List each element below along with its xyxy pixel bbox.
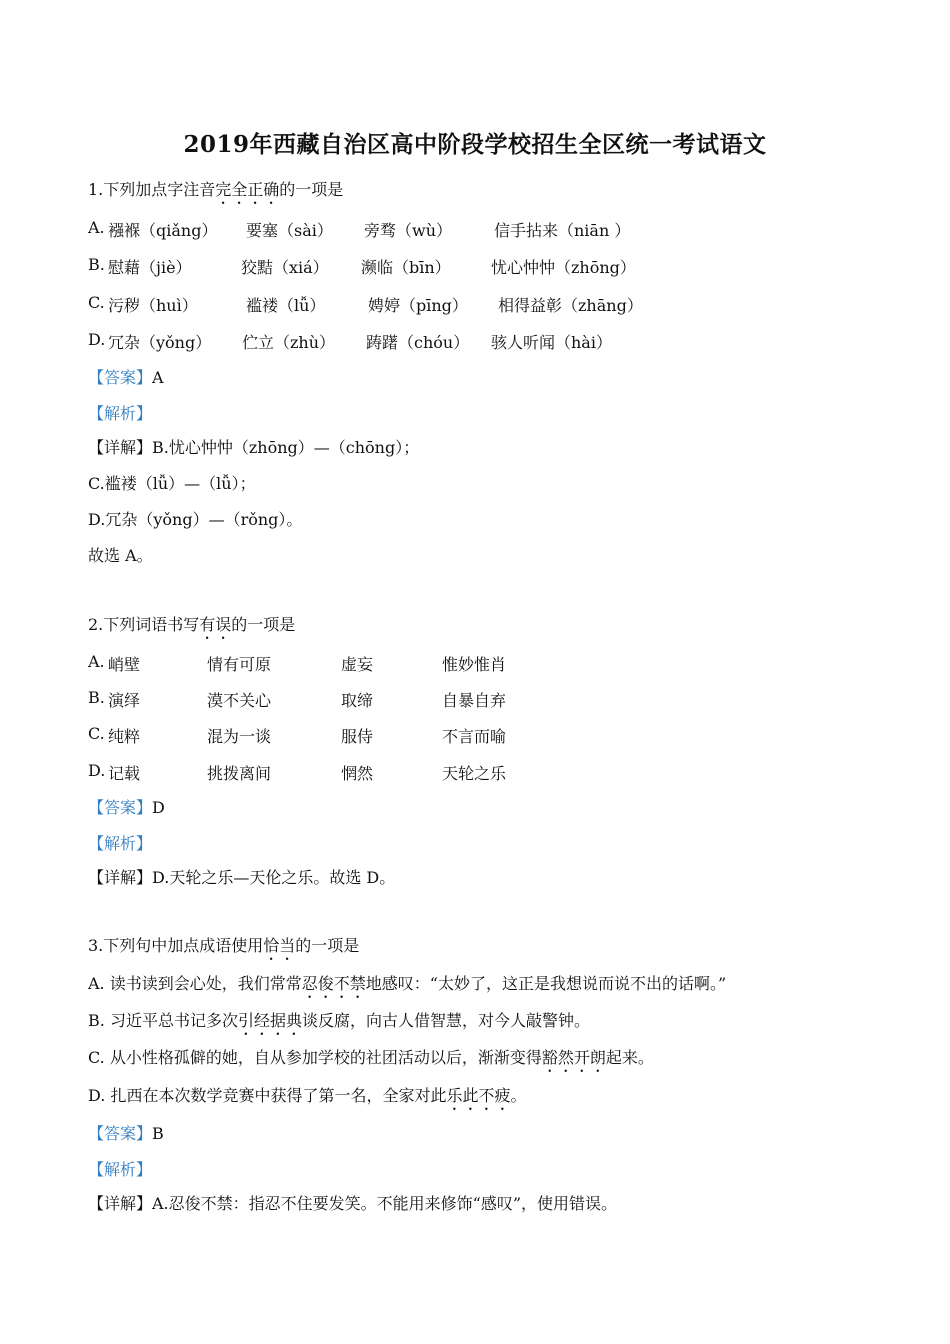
text-segment: 挑拨离间: [207, 764, 272, 783]
text-segment: 3.下列句中加点成语使用: [88, 936, 264, 955]
q2-detail: 【详解】D.天轮之乐—天伦之乐。故选 D。: [88, 868, 396, 887]
q3-stem: [88, 935, 359, 964]
q3-option-a: [88, 973, 726, 1002]
text-segment: 自暴自弃: [442, 691, 507, 710]
q3-option-d: [88, 1085, 526, 1114]
text-segment: A.: [88, 218, 105, 237]
text-segment: 伫立（zhù）: [242, 333, 336, 352]
q1-analysis-tag: 【解析】: [88, 404, 153, 423]
text-segment: 取缔: [341, 691, 374, 710]
q3-option-c: [88, 1047, 654, 1076]
idiom-emphasis: 引经据典: [237, 1011, 302, 1030]
q3-stem-emphasis: 恰当: [263, 936, 296, 955]
text-segment: 记载: [108, 764, 141, 783]
idiom-emphasis: 豁然开朗: [541, 1048, 606, 1067]
text-segment: 地感叹：“太妙了，这正是我想说而说不出的话啊。”: [365, 974, 727, 993]
text-segment: A: [152, 368, 164, 387]
text-segment: D.: [88, 761, 106, 780]
text-segment: 旁骛（wù）: [364, 221, 453, 240]
q3-option-b: [88, 1010, 590, 1039]
text-segment: C.: [88, 293, 105, 312]
q2-stem-emphasis: 有误: [199, 615, 232, 634]
text-segment: 惟妙惟肖: [442, 655, 507, 674]
text-segment: 娉婷（pīng）: [368, 296, 468, 315]
text-segment: 读书读到会心处，我们常常: [109, 974, 302, 993]
text-segment: A.: [88, 652, 105, 671]
text-segment: 。: [510, 1086, 527, 1105]
text-segment: A.: [88, 974, 105, 993]
text-segment: 服侍: [341, 727, 374, 746]
q3-answer: [88, 1123, 164, 1145]
text-segment: 的一项是: [279, 180, 344, 199]
text-segment: D.: [88, 330, 106, 349]
answer-tag: 【答案】: [88, 1124, 153, 1143]
text-segment: B.: [88, 1011, 105, 1030]
q1-detail-3: D.冗杂（yǒng）—（rǒng）。: [88, 510, 303, 529]
q3-detail: 【详解】A.忍俊不禁：指忍不住要发笑。不能用来修饰“感叹”，使用错误。: [88, 1194, 618, 1213]
text-segment: 信手拈来（niān ）: [494, 221, 631, 240]
text-segment: B.: [88, 255, 105, 274]
page-title: 2019年西藏自治区高中阶段学校招生全区统一考试语文: [183, 131, 767, 158]
text-segment: D: [152, 798, 165, 817]
text-segment: 冗杂（yǒng）: [108, 333, 212, 352]
q1-answer: [88, 367, 164, 389]
text-segment: 忧心忡忡（zhōng）: [491, 258, 636, 277]
idiom-emphasis: 乐此不疲: [446, 1086, 511, 1105]
text-segment: 狡黠（xiá）: [241, 258, 329, 277]
text-segment: 起来。: [605, 1048, 654, 1067]
text-segment: 的一项是: [231, 615, 296, 634]
text-segment: 惘然: [341, 764, 374, 783]
text-segment: D.: [88, 1086, 106, 1105]
text-segment: 1.下列加点字注音: [88, 180, 216, 199]
text-segment: 褴褛（lǚ）: [246, 296, 326, 315]
q2-answer: [88, 797, 165, 819]
q1-detail-1: 【详解】B.忧心忡忡（zhōng）—（chōng）；: [88, 438, 420, 457]
text-segment: C.: [88, 724, 105, 743]
text-segment: 扎西在本次数学竞赛中获得了第一名，全家对此: [110, 1086, 447, 1105]
q1-detail-2: C.褴褛（lǚ）—（lǚ）；: [88, 474, 256, 493]
q1-stem: [88, 179, 343, 208]
text-segment: 2.下列词语书写: [88, 615, 200, 634]
text-segment: B: [152, 1124, 164, 1143]
text-segment: 混为一谈: [207, 727, 272, 746]
text-segment: C.: [88, 1048, 105, 1067]
text-segment: 襁褓（qiǎng）: [108, 221, 218, 240]
q1-detail-4: 故选 A。: [88, 546, 153, 565]
text-segment: 纯粹: [108, 727, 141, 746]
text-segment: 情有可原: [207, 655, 272, 674]
text-segment: 习近平总书记多次: [109, 1011, 238, 1030]
text-segment: 谈反腐，向古人借智慧，对今人敲警钟。: [301, 1011, 590, 1030]
text-segment: 峭壁: [108, 655, 141, 674]
q3-analysis-tag: 【解析】: [88, 1160, 153, 1179]
text-segment: 踌躇（chóu）: [366, 333, 470, 352]
text-segment: 演绎: [108, 691, 141, 710]
text-segment: 天轮之乐: [442, 764, 507, 783]
text-segment: 不言而喻: [442, 727, 507, 746]
text-segment: 相得益彰（zhāng）: [498, 296, 643, 315]
text-segment: 的一项是: [295, 936, 360, 955]
q2-stem: [88, 614, 295, 643]
text-segment: 从小性格孤僻的她，自从参加学校的社团活动以后，渐渐变得: [109, 1048, 542, 1067]
idiom-emphasis: 忍俊不禁: [301, 974, 366, 993]
text-segment: 濒临（bīn）: [361, 258, 451, 277]
text-segment: 慰藉（jiè）: [108, 258, 192, 277]
answer-tag: 【答案】: [88, 798, 153, 817]
text-segment: 要塞（sài）: [246, 221, 333, 240]
text-segment: 骇人听闻（hài）: [491, 333, 612, 352]
text-segment: B.: [88, 688, 105, 707]
text-segment: 污秽（huì）: [108, 296, 198, 315]
text-segment: 漠不关心: [207, 691, 272, 710]
q1-stem-emphasis: 完全正确: [215, 180, 280, 199]
text-segment: 虚妄: [341, 655, 374, 674]
q2-analysis-tag: 【解析】: [88, 834, 153, 853]
answer-tag: 【答案】: [88, 368, 153, 387]
